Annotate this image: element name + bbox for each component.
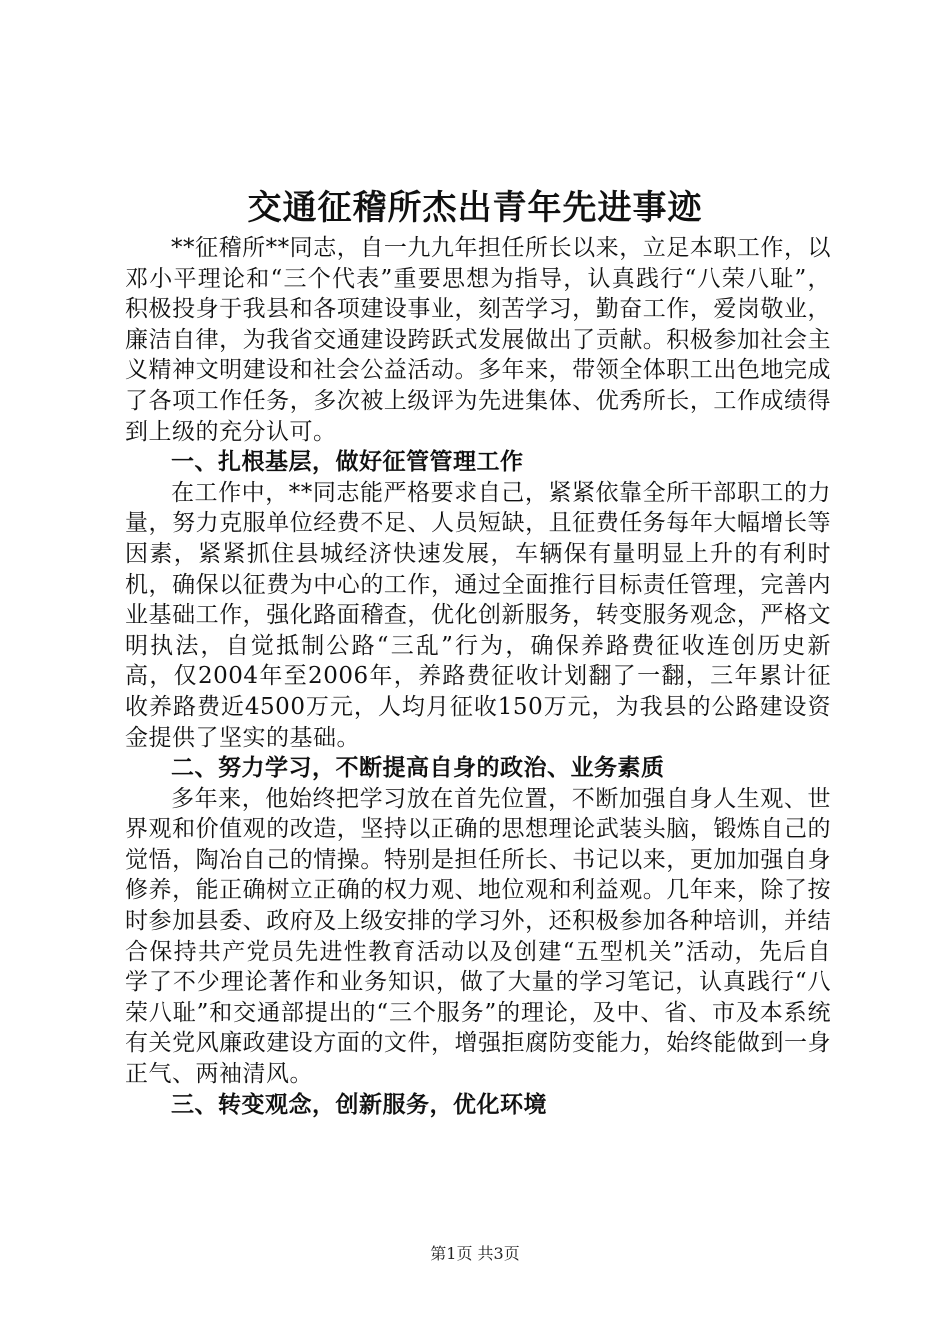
section-heading: 一、扎根基层，做好征管管理工作 — [171, 448, 524, 476]
body-paragraph: 多年来，他始终把学习放在首先位置，不断加强自身人生观、世界观和价值观的改造，坚持以正确的思想理论武装头脑，锻炼自己的觉悟，陶冶自己的情操。特别是担任所长、书记以来，更加加强自身修养，能正确树立正确的权力观、地位观和利益观。几年来，除了按时参加县委、政府及上级安排的学习外，还积极参加各种培训，并结合保持共产党员先进性教育活动以及创建“五型机关”活动，先后自学了不少理论著作和业务知识，做了大量的学习笔记，认真践行“八荣八耻”和交通部提出的“三个服务”的理论，及中、省、市及本系统有关党风廉政建设方面的文件，增强拒腐防变能力，始终能做到一身正气、两袖清风。 — [125, 785, 831, 1088]
document-body — [125, 233, 831, 1120]
section-heading: 二、努力学习，不断提高自身的政治、业务素质 — [171, 754, 665, 782]
body-paragraph: **征稽所**同志，自一九九年担任所长以来，立足本职工作，以邓小平理论和“三个代表”重要思想为指导，认真践行“八荣八耻”，积极投身于我县和各项建设事业，刻苦学习，勤奋工作，爱岗敬业，廉洁自律，为我省交通建设跨跃式发展做出了贡献。积极参加社会主义精神文明建设和社会公益活动。多年来，带领全体职工出色地完成了各项工作任务，多次被上级评为先进集体、优秀所长，工作成绩得到上级的充分认可。 — [125, 235, 831, 445]
body-paragraph: 在工作中，**同志能严格要求自己，紧紧依靠全所干部职工的力量，努力克服单位经费不足、人员短缺，且征费任务每年大幅增长等因素，紧紧抓住县城经济快速发展，车辆保有量明显上升的有利时机，确保以征费为中心的工作，通过全面推行目标责任管理，完善内业基础工作，强化路面稽查，优化创新服务，转变服务观念，严格文明执法，自觉抵制公路“三乱”行为，确保养路费征收连创历史新高，仅2004年至2006年，养路费征收计划翻了一翻，三年累计征收养路费近4500万元，人均月征收150万元，为我县的公路建设资金提供了坚实的基础。 — [125, 479, 831, 751]
document-title: 交通征稽所杰出青年先进事迹 — [247, 188, 703, 228]
section-heading: 三、转变观念，创新服务，优化环境 — [171, 1090, 547, 1118]
page-footer: 第1页 共3页 — [430, 1244, 520, 1263]
